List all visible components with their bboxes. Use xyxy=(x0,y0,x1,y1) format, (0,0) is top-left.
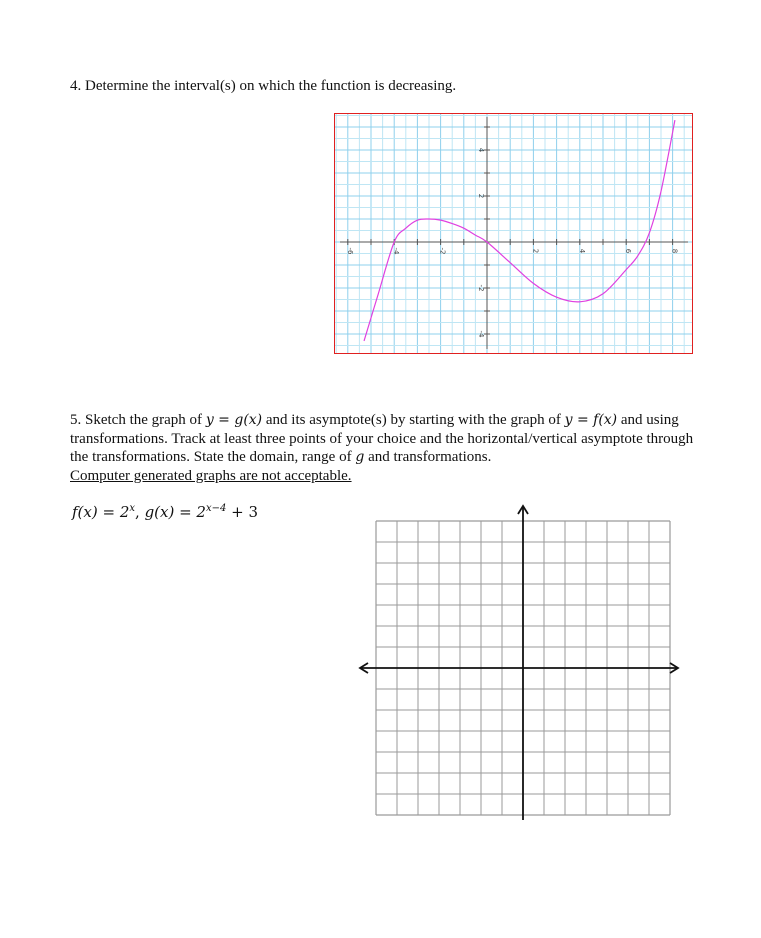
f-definition: f(x) = 2 xyxy=(72,503,130,521)
q5-text-1: 5. Sketch the graph of xyxy=(70,412,206,428)
x-tick-label: 2 xyxy=(531,248,540,254)
q5-text-4: and transformations. xyxy=(364,449,492,465)
x-tick-label: -6 xyxy=(345,247,354,255)
function-definitions xyxy=(72,503,258,521)
x-tick-label: 6 xyxy=(624,248,633,254)
x-tick-label: -2 xyxy=(438,247,447,255)
function-graph xyxy=(334,113,693,354)
g-definition: g(x) = 2 xyxy=(144,503,206,521)
g-exponent: x−4 xyxy=(205,503,227,514)
blank-sketch-grid[interactable] xyxy=(352,500,692,820)
x-tick-label: -4 xyxy=(392,247,401,255)
y-tick-label: -2 xyxy=(477,284,485,292)
y-tick-label: -4 xyxy=(477,330,485,338)
f-exponent: x xyxy=(129,503,136,514)
g-tail: + 3 xyxy=(226,503,259,521)
q5-math-2: y = f(x) xyxy=(564,412,618,428)
question-4: 4. Determine the interval(s) on which the function is decreasing. xyxy=(70,78,457,94)
q5-text-2: and its asymptote(s) by starting with the graph of xyxy=(262,412,565,428)
q5-math-3: g xyxy=(355,449,365,465)
q5-text-3: and using transformations. Track at least three points of your choice and the horizontal/vertical asymptote through the transformations. State the domain, range of xyxy=(70,412,694,465)
formula-separator: , xyxy=(135,503,145,521)
x-tick-label: 8 xyxy=(670,248,679,254)
question-5 xyxy=(70,411,700,485)
y-tick-label: 4 xyxy=(477,147,485,153)
x-tick-label: 4 xyxy=(577,248,586,254)
q5-requirement: Computer generated graphs are not acceptable. xyxy=(70,467,352,484)
y-tick-label: 2 xyxy=(477,193,485,199)
q5-math-1: y = g(x) xyxy=(205,412,263,428)
